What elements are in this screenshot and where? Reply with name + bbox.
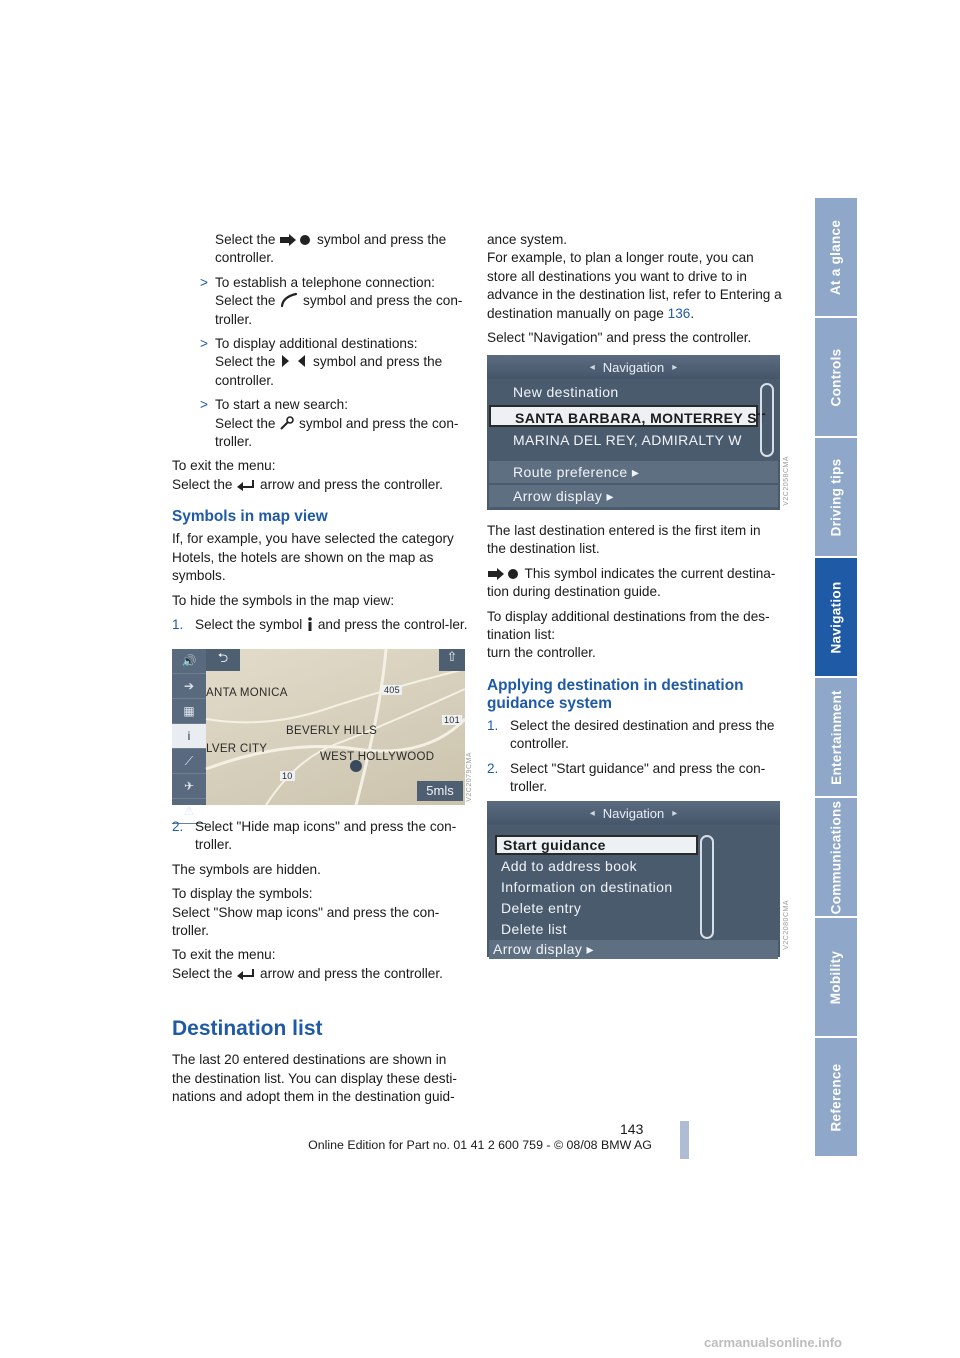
page-number: 143	[620, 1121, 644, 1137]
menu-header: ◂ Navigation ▸	[487, 355, 780, 379]
destination-arrow-icon	[279, 234, 313, 246]
info-icon	[306, 617, 314, 631]
hide-intro: To hide the symbols in the map view:	[172, 592, 395, 608]
menu-header: ◂ Navigation ▸	[487, 801, 780, 825]
step-1: 1. Select the symbol and press the control-ler.	[172, 616, 468, 632]
more-destinations-paragraph: To display additional destinations from the des-tination list: turn the controller.	[487, 608, 770, 661]
map-label-santa-monica: ANTA MONICA	[206, 687, 288, 699]
menu-item-information[interactable]: Information on destination	[501, 879, 673, 895]
current-destination-paragraph: This symbol indicates the current destina-tion during destination guide.	[487, 565, 776, 600]
exit-menu-2: To exit the menu: Select the arrow and press the controller.	[172, 947, 443, 981]
menu-item-marina-del-rey[interactable]: MARINA DEL REY, ADMIRALTY W	[513, 432, 742, 448]
display-paragraph: To display the symbols: Select "Show map icons" and press the con-troller.	[172, 886, 440, 939]
scroll-arrows-icon	[279, 354, 309, 368]
heading-symbols-map-view: Symbols in map view	[172, 508, 328, 526]
tab-at-a-glance[interactable]: At a glance	[815, 198, 857, 316]
right-column	[487, 231, 783, 353]
tab-communications[interactable]: Communications	[815, 798, 857, 916]
site-watermark: carmanualsonline.info	[704, 1335, 842, 1350]
bullet-additional: > To display additional destinations: Select the symbol and press the controller.	[200, 336, 443, 388]
destination-arrow-icon	[487, 568, 521, 580]
map-side-menu	[172, 649, 206, 818]
map-label-beverly-hills: BEVERLY HILLS	[286, 725, 378, 737]
intro-paragraph: Select the symbol and press the controller.	[215, 232, 447, 266]
image-code: V2C2058CMA	[783, 456, 790, 506]
bullet-telephone: > To establish a telephone connection: Select the symbol and press the con-troller.	[200, 274, 463, 327]
menu-item-santa-barbara[interactable]: SANTA BARBARA, MONTERREY ST	[489, 405, 758, 427]
last-destination-paragraph: The last destination entered is the first item in the destination list.	[487, 523, 761, 557]
telephone-icon	[279, 293, 299, 307]
tab-reference[interactable]: Reference	[815, 1038, 857, 1156]
map-view-screenshot	[172, 649, 465, 818]
route-arrow-icon: ➔	[172, 674, 206, 699]
menu-item-arrow-display[interactable]: Arrow display ▸	[489, 485, 778, 507]
menu-item-delete-list[interactable]: Delete list	[501, 921, 567, 937]
right-column-middle	[487, 522, 783, 802]
image-code: V2C2080CMA	[783, 900, 790, 950]
menu-item-new-destination[interactable]: New destination	[513, 384, 619, 400]
heading-applying-destination: Applying destination in destination guidance system	[487, 676, 744, 712]
page-reference-link[interactable]: 136	[667, 305, 691, 321]
map-label-west-hollywood: WEST HOLLYWOOD	[320, 751, 435, 763]
chapter-tabs	[815, 198, 857, 1158]
map-grid-icon: ▦	[172, 699, 206, 724]
back-arrow-icon	[236, 967, 256, 980]
search-key-icon	[279, 416, 295, 430]
map-area	[206, 649, 465, 805]
tab-mobility[interactable]: Mobility	[815, 918, 857, 1036]
bullet-new-search: > To start a new search: Select the symbol and press the con-troller.	[200, 397, 459, 450]
apply-step-2: 2. Select "Start guidance" and press the con-troller.	[487, 760, 766, 795]
tab-controls[interactable]: Controls	[815, 318, 857, 436]
volume-icon: 🔊	[172, 649, 206, 674]
apply-step-1: 1. Select the desired destination and press the controller.	[487, 717, 775, 752]
north-button[interactable]: ⇧	[439, 649, 465, 671]
scrollbar[interactable]	[760, 383, 774, 457]
back-button[interactable]: ⮌	[206, 649, 240, 671]
symbols-paragraph: If, for example, you have selected the category Hotels, the hotels are shown on the map as symbols.	[172, 531, 454, 584]
destination-options-screenshot	[487, 801, 780, 957]
destination-list-paragraph: The last 20 entered destinations are shown in the destination list. You can display these desti-nations and adopt them in the destination guid-	[172, 1052, 457, 1105]
road-icon: ⟋	[172, 749, 206, 774]
continuation-paragraph: ance system. For example, to plan a longer route, you can store all destinations you want to drive to in advance in the destination list, refer to Entering a destination manually on page 136.	[487, 232, 782, 321]
map-scale: 5mls	[417, 781, 463, 801]
navigation-menu-screenshot	[487, 355, 780, 510]
menu-item-delete-entry[interactable]: Delete entry	[501, 900, 582, 916]
exit-menu-1: To exit the menu: Select the arrow and press the controller.	[172, 458, 443, 492]
select-navigation: Select "Navigation" and press the controller.	[487, 330, 752, 346]
map-label-culver-city: LVER CITY	[206, 743, 268, 755]
tab-navigation[interactable]: Navigation	[815, 558, 857, 676]
scrollbar[interactable]	[700, 835, 714, 939]
menu-item-arrow-display[interactable]: Arrow display ▸	[489, 940, 778, 959]
left-column-lower	[172, 818, 468, 1112]
map-shield-405: 405	[384, 685, 400, 695]
back-arrow-icon	[236, 478, 256, 491]
map-shield-10: 10	[282, 771, 293, 781]
info-icon: i	[172, 724, 206, 749]
menu-item-add-address-book[interactable]: Add to address book	[501, 858, 638, 874]
map-shield-101: 101	[444, 715, 460, 725]
edition-footer: Online Edition for Part no. 01 41 2 600 759 - © 08/08 BMW AG	[308, 1138, 652, 1152]
tab-entertainment[interactable]: Entertainment	[815, 678, 857, 796]
airplane-icon: ✈	[172, 774, 206, 799]
tab-driving-tips[interactable]: Driving tips	[815, 438, 857, 556]
heading-destination-list: Destination list	[172, 1017, 323, 1041]
menu-item-start-guidance[interactable]: Start guidance	[495, 835, 698, 855]
menu-item-route-preference[interactable]: Route preference ▸	[489, 461, 778, 483]
step-2: 2. Select "Hide map icons" and press the con-troller.	[172, 819, 457, 853]
warning-icon: ⚠	[172, 799, 206, 824]
hidden-paragraph: The symbols are hidden.	[172, 861, 321, 877]
image-code: V2C2079CMA	[466, 752, 473, 802]
left-column	[172, 231, 468, 640]
